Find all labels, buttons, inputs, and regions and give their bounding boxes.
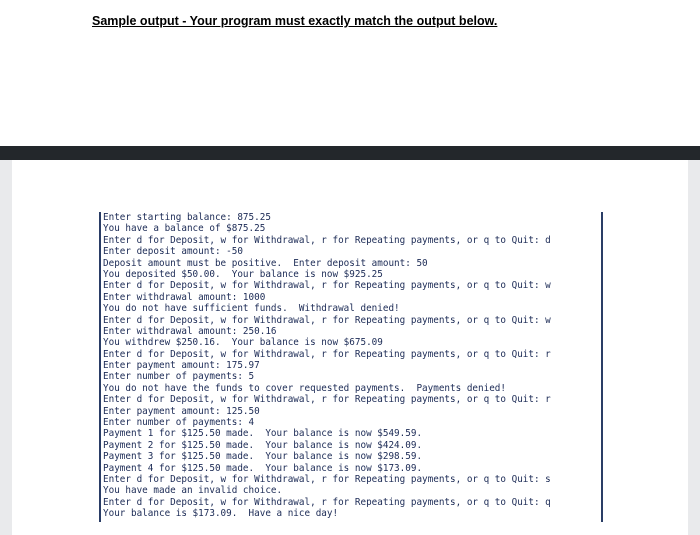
page-title: Sample output - Your program must exactly match the output below. <box>92 14 498 28</box>
console-line: Enter number of payments: 5 <box>103 371 255 383</box>
console-line: Enter withdrawal amount: 1000 <box>103 291 266 303</box>
console-line: You have a balance of $875.25 <box>103 223 266 235</box>
console-line: Enter payment amount: 175.97 <box>103 360 260 372</box>
console-line: Deposit amount must be positive. Enter deposit amount: 50 <box>103 257 428 269</box>
console-line: Your balance is $173.09. Have a nice day! <box>103 508 339 520</box>
console-line: Enter withdrawal amount: 250.16 <box>103 325 277 337</box>
console-line: Enter d for Deposit, w for Withdrawal, r for Repeating payments, or q to Quit: d <box>103 234 551 246</box>
console-line: Payment 1 for $125.50 made. Your balance is now $549.59. <box>103 428 423 440</box>
console-line: Enter d for Deposit, w for Withdrawal, r for Repeating payments, or q to Quit: q <box>103 496 551 508</box>
frame-right-margin <box>688 160 700 535</box>
console-line: You deposited $50.00. Your balance is now $925.25 <box>103 268 383 280</box>
console-line: Enter starting balance: 875.25 <box>103 212 271 223</box>
console-line: Payment 2 for $125.50 made. Your balance is now $424.09. <box>103 439 423 451</box>
console-line: Enter d for Deposit, w for Withdrawal, r for Repeating payments, or q to Quit: s <box>103 473 551 485</box>
console-line: You do not have the funds to cover requested payments. Payments denied! <box>103 382 506 394</box>
frame-left-margin <box>0 160 12 535</box>
console-line: You have made an invalid choice. <box>103 485 283 497</box>
console-line: Enter deposit amount: -50 <box>103 246 243 258</box>
console-line: Enter d for Deposit, w for Withdrawal, r for Repeating payments, or q to Quit: w <box>103 314 551 326</box>
console-line: Enter d for Deposit, w for Withdrawal, r for Repeating payments, or q to Quit: r <box>103 394 551 406</box>
console-line: Enter payment amount: 125.50 <box>103 405 260 417</box>
console-line: Enter d for Deposit, w for Withdrawal, r for Repeating payments, or q to Quit: r <box>103 348 551 360</box>
console-line: Payment 4 for $125.50 made. Your balance is now $173.09. <box>103 462 423 474</box>
console-output <box>99 212 603 522</box>
console-lines <box>103 212 551 520</box>
console-line: Enter number of payments: 4 <box>103 417 255 429</box>
console-line: Payment 3 for $125.50 made. Your balance is now $298.59. <box>103 451 423 463</box>
console-line: You withdrew $250.16. Your balance is now $675.09 <box>103 337 383 349</box>
divider-band <box>0 146 700 160</box>
page-header <box>0 0 700 146</box>
console-line: Enter d for Deposit, w for Withdrawal, r for Repeating payments, or q to Quit: w <box>103 280 551 292</box>
console-line: You do not have sufficient funds. Withdrawal denied! <box>103 303 400 315</box>
